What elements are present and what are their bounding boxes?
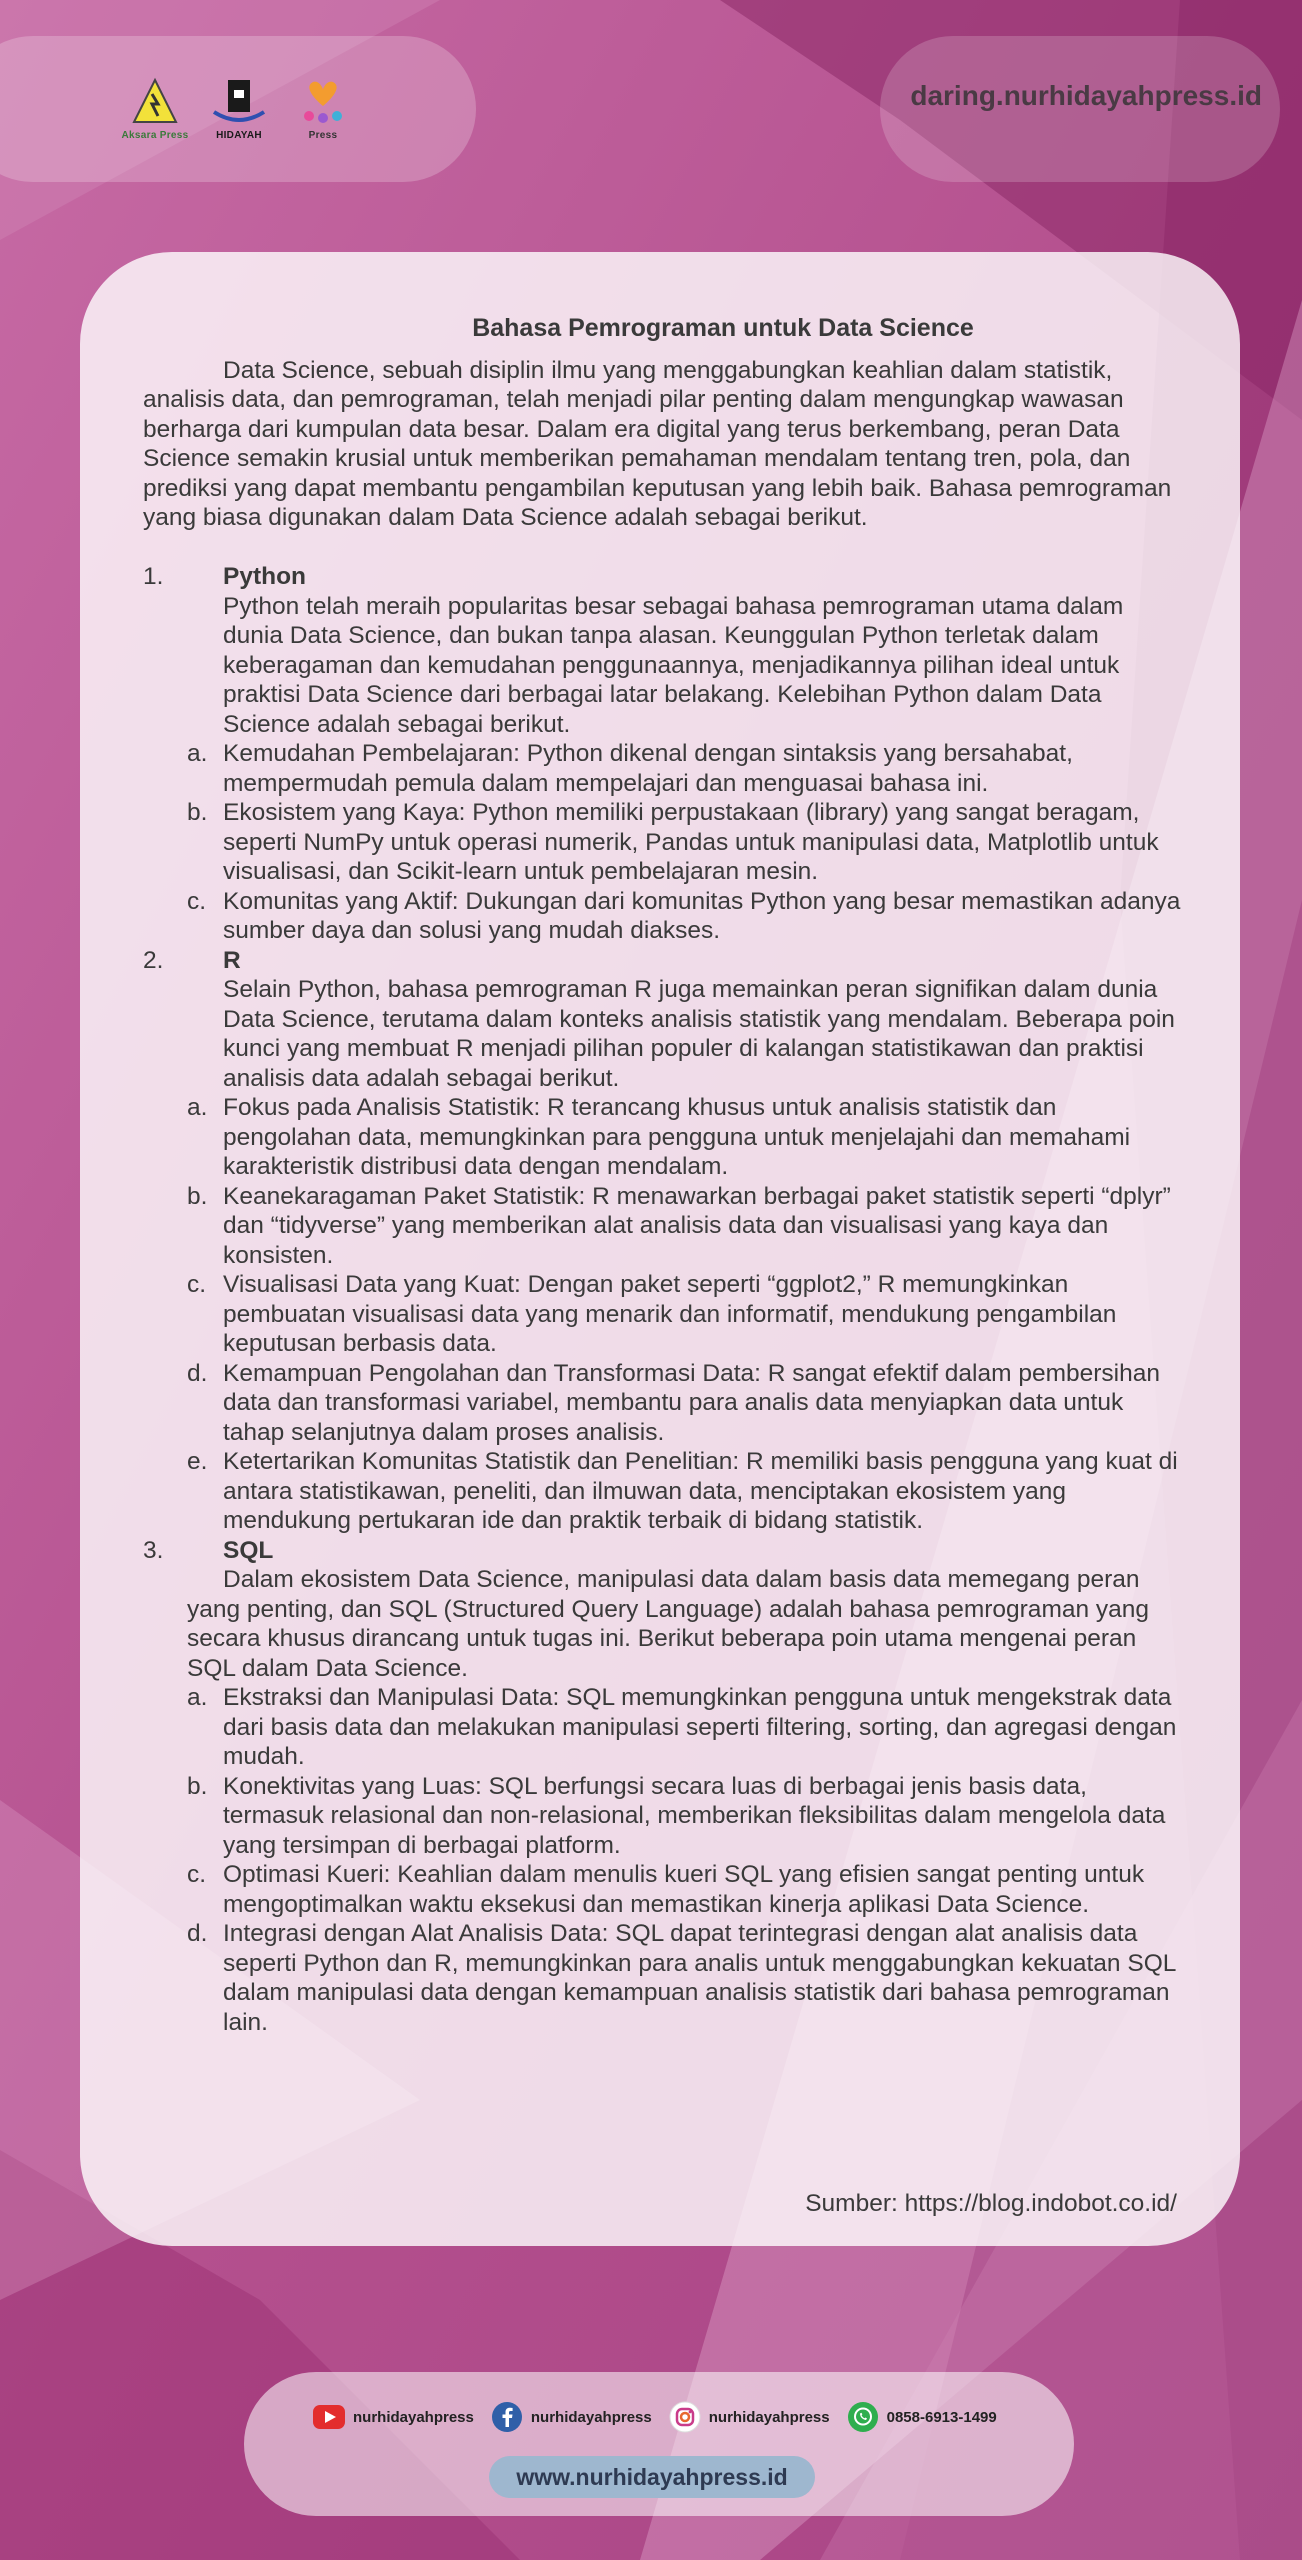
youtube-icon bbox=[312, 2400, 346, 2434]
item-text: Komunitas yang Aktif: Dukungan dari komunitas Python yang besar memastikan adanya sumber daya dan solusi yang mudah diakses. bbox=[223, 887, 1181, 944]
list-item bbox=[143, 739, 1183, 798]
section-paragraph: Selain Python, bahasa pemrograman R juga memainkan peran signifikan dalam dunia Data Science, terutama dalam konteks analisis statistik yang mendalam. Beberapa poin kunci yang membuat R menjadi pilihan populer di kalangan statistikawan dan praktisi analisis data adalah sebagai berikut. bbox=[223, 976, 1175, 1092]
section-heading: SQL bbox=[223, 1536, 274, 1564]
list-item bbox=[143, 1093, 1183, 1182]
list-item bbox=[143, 1182, 1183, 1271]
item-text: Konektivitas yang Luas: SQL berfungsi secara luas di berbagai jenis basis data, termasuk relasional dan non-relasional, memberikan fleksibilitas dalam mengelola data yang tersimpan di berbagai platform. bbox=[223, 1772, 1166, 1859]
website-url: www.nurhidayahpress.id bbox=[516, 2463, 788, 2490]
hidayah-caption: HIDAYAH bbox=[216, 130, 262, 141]
hidayah-logo-icon bbox=[210, 76, 268, 130]
whatsapp-label: 0858-6913-1499 bbox=[886, 2408, 997, 2426]
section-paragraph: Python telah meraih popularitas besar sebagai bahasa pemrograman utama dalam dunia Data Science, dan bukan tanpa alasan. Keunggulan Python terletak dalam keberagaman dan kemudahan penggunaannya, menjadikannya pilihan ideal untuk praktisi Data Science dari berbagai latar belakang. Kelebihan Python dalam Data Science adalah sebagai berikut. bbox=[223, 592, 1124, 738]
section-heading: Python bbox=[223, 563, 307, 590]
item-letter: b. bbox=[187, 1772, 208, 1800]
facebook-icon bbox=[490, 2400, 524, 2434]
item-letter: a. bbox=[187, 1094, 208, 1121]
source-citation: Sumber: https://blog.indobot.co.id/ bbox=[805, 2190, 1177, 2217]
item-letter: e. bbox=[187, 1448, 208, 1475]
section-python bbox=[143, 562, 1183, 739]
article-content bbox=[143, 314, 1183, 2037]
list-item bbox=[143, 1919, 1183, 2037]
section-paragraph: Dalam ekosistem Data Science, manipulasi data dalam basis data memegang peran yang penting, dan SQL (Structured Query Language) adalah bahasa pemrograman yang secara khusus dirancang untuk tugas ini. Berikut beberapa poin utama mengenai peran SQL dalam Data Science. bbox=[187, 1566, 1150, 1682]
hidayah-logo bbox=[208, 76, 270, 148]
aksara-press-logo-icon bbox=[130, 76, 180, 130]
facebook-link[interactable] bbox=[490, 2400, 652, 2434]
aksara-press-caption: Aksara Press bbox=[121, 130, 189, 141]
facebook-label: nurhidayahpress bbox=[530, 2408, 652, 2426]
list-item bbox=[143, 1447, 1183, 1536]
whatsapp-icon bbox=[846, 2400, 880, 2434]
item-letter: b. bbox=[187, 1182, 208, 1210]
list-item bbox=[143, 887, 1183, 946]
item-text: Kemudahan Pembelajaran: Python dikenal dengan sintaksis yang bersahabat, mempermudah pemula dalam mempelajari dan menguasai bahasa ini. bbox=[223, 740, 1073, 797]
item-letter: d. bbox=[187, 1359, 208, 1387]
item-text: Ekstraksi dan Manipulasi Data: SQL memungkinkan pengguna untuk mengekstrak data dari basis data dan melakukan manipulasi seperti filtering, sorting, dan agregasi dengan mudah. bbox=[223, 1684, 1177, 1770]
list-item bbox=[143, 1772, 1183, 1861]
whatsapp-link[interactable] bbox=[846, 2400, 997, 2434]
youtube-link[interactable] bbox=[312, 2400, 474, 2434]
item-letter: c. bbox=[187, 1861, 207, 1888]
publisher-logos bbox=[121, 76, 354, 148]
article-title: Bahasa Pemrograman untuk Data Science bbox=[472, 314, 974, 342]
list-item bbox=[143, 1359, 1183, 1448]
item-text: Keanekaragaman Paket Statistik: R menawarkan berbagai paket statistik seperti “dplyr” dan “tidyverse” yang memberikan alat analisis data dan visualisasi yang kaya dan konsisten. bbox=[223, 1182, 1171, 1269]
youtube-label: nurhidayahpress bbox=[353, 2408, 474, 2426]
list-item bbox=[143, 1860, 1183, 1919]
item-letter: c. bbox=[187, 1271, 207, 1298]
section-sql bbox=[143, 1536, 1183, 1684]
section-r bbox=[143, 946, 1183, 1094]
list-item bbox=[143, 1683, 1183, 1772]
section-number: 3. bbox=[143, 1536, 164, 1564]
izzah-logo-icon bbox=[295, 76, 351, 130]
instagram-link[interactable] bbox=[668, 2400, 830, 2434]
item-text: Visualisasi Data yang Kuat: Dengan paket seperti “ggplot2,” R memungkinkan pembuatan visualisasi data yang menarik dan informatif, mendukung pengambilan keputusan berbasis data. bbox=[223, 1271, 1117, 1357]
list-item bbox=[143, 1270, 1183, 1359]
site-domain: daring.nurhidayahpress.id bbox=[910, 80, 1262, 111]
list-item bbox=[143, 798, 1183, 887]
item-letter: a. bbox=[187, 1684, 208, 1711]
izzah-caption: Press bbox=[308, 130, 338, 141]
section-number: 1. bbox=[143, 563, 164, 590]
item-text: Optimasi Kueri: Keahlian dalam menulis kueri SQL yang efisien sangat penting untuk mengoptimalkan waktu eksekusi dan memastikan kinerja aplikasi Data Science. bbox=[223, 1861, 1145, 1918]
aksara-press-logo bbox=[121, 76, 189, 148]
izzah-logo bbox=[292, 76, 354, 148]
item-letter: d. bbox=[187, 1920, 208, 1947]
website-url-badge[interactable] bbox=[489, 2456, 815, 2498]
item-letter: b. bbox=[187, 799, 208, 826]
social-links bbox=[312, 2400, 997, 2434]
item-text: Kemampuan Pengolahan dan Transformasi Data: R sangat efektif dalam pembersihan data dan transformasi variabel, membantu para analis data menyiapkan data untuk tahap selanjutnya dalam proses analisis. bbox=[223, 1359, 1160, 1446]
section-number: 2. bbox=[143, 946, 164, 974]
item-text: Integrasi dengan Alat Analisis Data: SQL dapat terintegrasi dengan alat analisis data seperti Python dan R, memungkinkan para analis untuk menggabungkan kekuatan SQL dalam manipulasi data dengan kemampuan analisis statistik dari bahasa pemrograman lain. bbox=[223, 1920, 1176, 2036]
instagram-label: nurhidayahpress bbox=[708, 2408, 830, 2426]
intro-paragraph: Data Science, sebuah disiplin ilmu yang menggabungkan keahlian dalam statistik, analisis data, dan pemrograman, telah menjadi pilar penting dalam mengungkap wawasan berharga dari kumpulan data besar. Dalam era digital yang terus berkembang, peran Data Science semakin krusial untuk memberikan pemahaman mendalam tentang tren, pola, dan prediksi yang dapat membantu pengambilan keputusan yang lebih baik. Bahasa pemrograman yang biasa digunakan dalam Data Science adalah sebagai berikut. bbox=[143, 356, 1172, 531]
item-letter: a. bbox=[187, 740, 208, 767]
item-letter: c. bbox=[187, 887, 207, 915]
instagram-icon bbox=[668, 2400, 702, 2434]
section-heading: R bbox=[223, 946, 241, 974]
item-text: Ketertarikan Komunitas Statistik dan Penelitian: R memiliki basis pengguna yang kuat di antara statistikawan, peneliti, dan ilmuwan data, menciptakan ekosistem yang mendukung pertukaran ide dan praktik terbaik di bidang statistik. bbox=[223, 1448, 1178, 1534]
item-text: Ekosistem yang Kaya: Python memiliki perpustakaan (library) yang sangat beragam, seperti NumPy untuk operasi numerik, Pandas untuk manipulasi data, Matplotlib untuk visualisasi, dan Scikit-learn untuk pembelajaran mesin. bbox=[223, 799, 1159, 885]
item-text: Fokus pada Analisis Statistik: R terancang khusus untuk analisis statistik dan pengolahan data, memungkinkan para pengguna untuk menjelajahi dan memahami karakteristik distribusi data dengan mendalam. bbox=[223, 1094, 1131, 1180]
